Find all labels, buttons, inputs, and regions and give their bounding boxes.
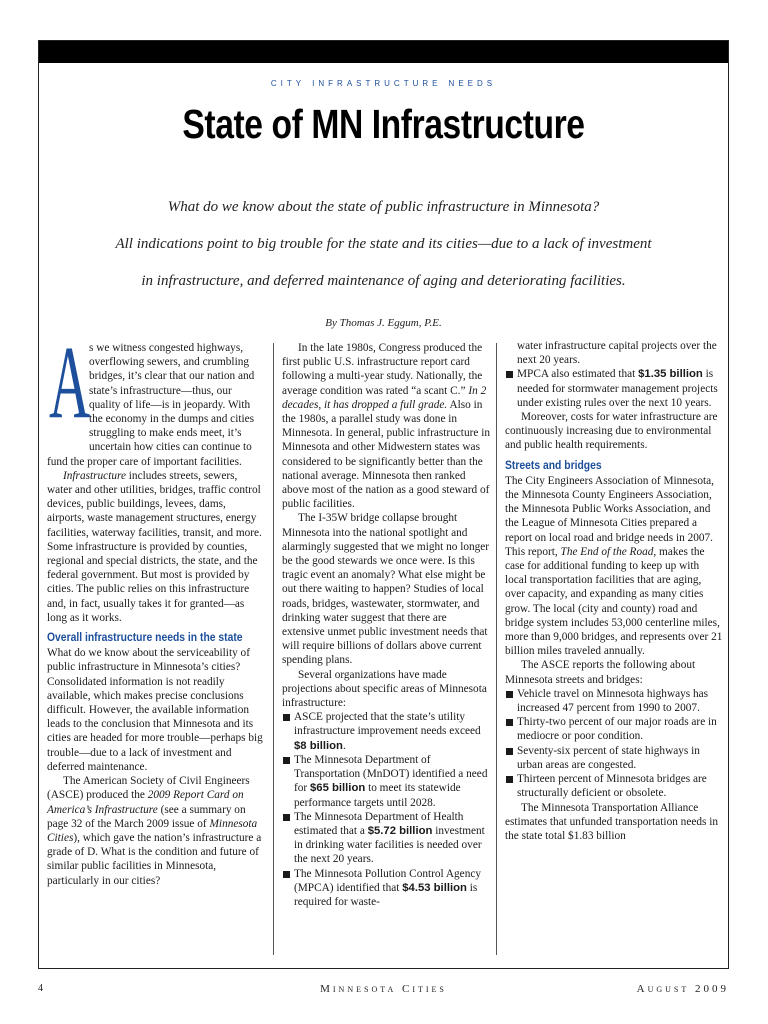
article-deck [79, 189, 688, 300]
paragraph-text: The I-35W bridge collapse brought Minnesota into the national spotlight and alarmingly suggested that we might no longer be the good stewards we once were. Is this tragic event an anomaly? What else might be out there waiting to happen? Studies of local roads, bridges, wastewater, stormwater, and drinking water suggest that there are extensive unmet public investment needs that will require billions of dollars above current spending plans. [282, 512, 490, 667]
list-item: Thirty-two percent of our major roads are in mediocre or poor condition. [505, 715, 723, 743]
issue-date: August 2009 [636, 983, 729, 995]
list-item: Vehicle travel on Minnesota highways has increased 47 percent from 1990 to 2007. [505, 687, 723, 715]
list-item: MPCA also estimated that $1.35 billion is needed for stormwater management projects under existing rules over the next 10 years. [505, 367, 723, 410]
page-footer [38, 983, 729, 997]
paragraph-text: ), which gave the nation’s infrastructure a grade of D. What is the condition and future of similar public facilities in Minnesota, particularly in our cities? [47, 831, 262, 887]
column-divider [273, 343, 274, 955]
paragraph-text: The City Engineers Association of Minnesota, the Minnesota County Engineers Association, the Minnesota Public Works Association, and the League of Minnesota Cities prepared a report on local road and bridge needs in 2007. This report, [505, 474, 714, 558]
paragraph-text: Also in the 1980s, a parallel study was done in Minnesota. In general, public infrastructure in Minnesota and other Midwestern states was considered to be significantly better than the national average. Minnesota then ranked above most of the nation as a good steward of public facilities. [282, 398, 490, 511]
paragraph [47, 774, 265, 888]
emphasis: Minnesota Cities [47, 817, 258, 844]
deck-line: in infrastructure, and deferred maintenance of aging and deteriorating facilities. [141, 273, 626, 289]
magazine-name: Minnesota Cities [320, 983, 447, 995]
page-number: 4 [38, 983, 43, 994]
deck-line: All indications point to big trouble for the state and its cities—due to a lack of investment [115, 236, 652, 252]
paragraph [282, 341, 492, 511]
column-1 [47, 325, 265, 888]
list-item: The Minnesota Department of Health estimated that a $5.72 billion investment in drinking water facilities is needed over the next 20 years. [282, 810, 492, 867]
paragraph-text: The ASCE reports the following about Minnesota streets and bridges: [505, 659, 696, 686]
subhead: Streets and bridges [505, 459, 602, 472]
byline: By Thomas J. Eggum, P.E. [325, 317, 442, 329]
paragraph [47, 469, 265, 625]
page-frame [38, 40, 729, 969]
paragraph [505, 658, 723, 686]
bullet-list [505, 687, 723, 801]
deck-line: What do we know about the state of public infrastructure in Minnesota? [167, 199, 600, 215]
list-item: Seventy-six percent of state highways in urban areas are congested. [505, 744, 723, 772]
paragraph-text: What do we know about the serviceability of public infrastructure in Minnesota’s cities? Consolidated information is not readily available, which makes precise conclusions difficult. However, the available information leads to the conclusion that Minnesota and its cities are headed for more trouble—perhaps big trouble—due to a lack of investment and deferred maintenance. [47, 647, 263, 773]
paragraph [505, 474, 723, 659]
paragraph-text: The American Society of Civil Engineers (ASCE) produced the [47, 775, 250, 802]
paragraph-text: , makes the case for additional funding to keep up with local transportation facilities that are aging, over capacity, and expanding as many cities grow. The local (city and county) road and bridge system includes 53,000 centerline miles, more than 9,000 bridges, and represents over 21 billion miles traveled annually. [505, 545, 723, 658]
list-item: Thirteen percent of Minnesota bridges are structurally deficient or obsolete. [505, 772, 723, 800]
bullet-list [282, 710, 492, 909]
section-label: city infrastructure needs [270, 77, 497, 89]
paragraph-text: (see a summary on page 32 of the March 2009 issue of [47, 803, 246, 830]
paragraph-text: Moreover, costs for water infrastructure are continuously increasing due to environmental and public health requirements. [505, 411, 718, 452]
list-item: The Minnesota Department of Transportation (MnDOT) identified a need for $65 billion to meet its statewide performance targets until 2028. [282, 753, 492, 810]
paragraph-text: s we witness congested highways, overflowing sewers, and crumbling bridges, it’s clear that our nation and state’s infrastructure—thus, our quality of life—is in jeopardy. With the economy in the dumps and cities struggling to make ends meet, it’s uncertain how cities can continue to fund the proper care of important facilities. [47, 342, 255, 468]
paragraph-text: includes streets, sewers, water and other utilities, bridges, traffic control devices, public buildings, levees, dams, airports, waste management structures, energy facilities, waterway facilities, transit, and more. Some infrastructure is provided by counties, regional and special districts, the state, and the federal government. But most is provided by cities. The public relies on this infrastructure and, in fact, usually takes it for granted—as long as it works. [47, 469, 262, 624]
list-item: The Minnesota Pollution Control Agency (MPCA) identified that $4.53 billion is required for waste- [282, 867, 492, 910]
paragraph-text: The Minnesota Transportation Alliance estimates that unfunded transportation needs in the state total $1.83 billion [505, 801, 719, 842]
emphasis: The End of the Road [560, 545, 654, 558]
emphasis: 2009 Report Card on America’s Infrastructure [47, 789, 244, 816]
list-item: ASCE projected that the state’s utility infrastructure improvement needs exceed $8 billion. [282, 710, 492, 753]
emphasis: Infrastructure [63, 469, 126, 482]
paragraph [282, 668, 492, 711]
emphasis: In 2 decades, it has dropped a full grade. [282, 384, 487, 411]
article-title: State of MN Infrastructure [182, 101, 585, 147]
paragraph [505, 801, 723, 844]
column-divider [496, 343, 497, 955]
subhead: Overall infrastructure needs in the state [47, 632, 243, 645]
bullet-list [505, 367, 723, 410]
column-3 [505, 339, 723, 843]
paragraph-text: In the late 1980s, Congress produced the first public U.S. infrastructure report card following a multi-year study. Nationally, the average condition was rated “a scant C.” [282, 342, 483, 397]
top-black-bar [39, 41, 728, 63]
paragraph [47, 646, 265, 774]
paragraph [505, 410, 723, 453]
drop-cap: A [49, 325, 91, 440]
paragraph-text: Several organizations have made projections about specific areas of Minnesota infrastructure: [282, 668, 487, 710]
paragraph [282, 511, 492, 667]
paragraph-text: water infrastructure capital projects over the next 20 years. [517, 340, 717, 367]
paragraph [505, 339, 723, 367]
column-2 [282, 341, 492, 909]
